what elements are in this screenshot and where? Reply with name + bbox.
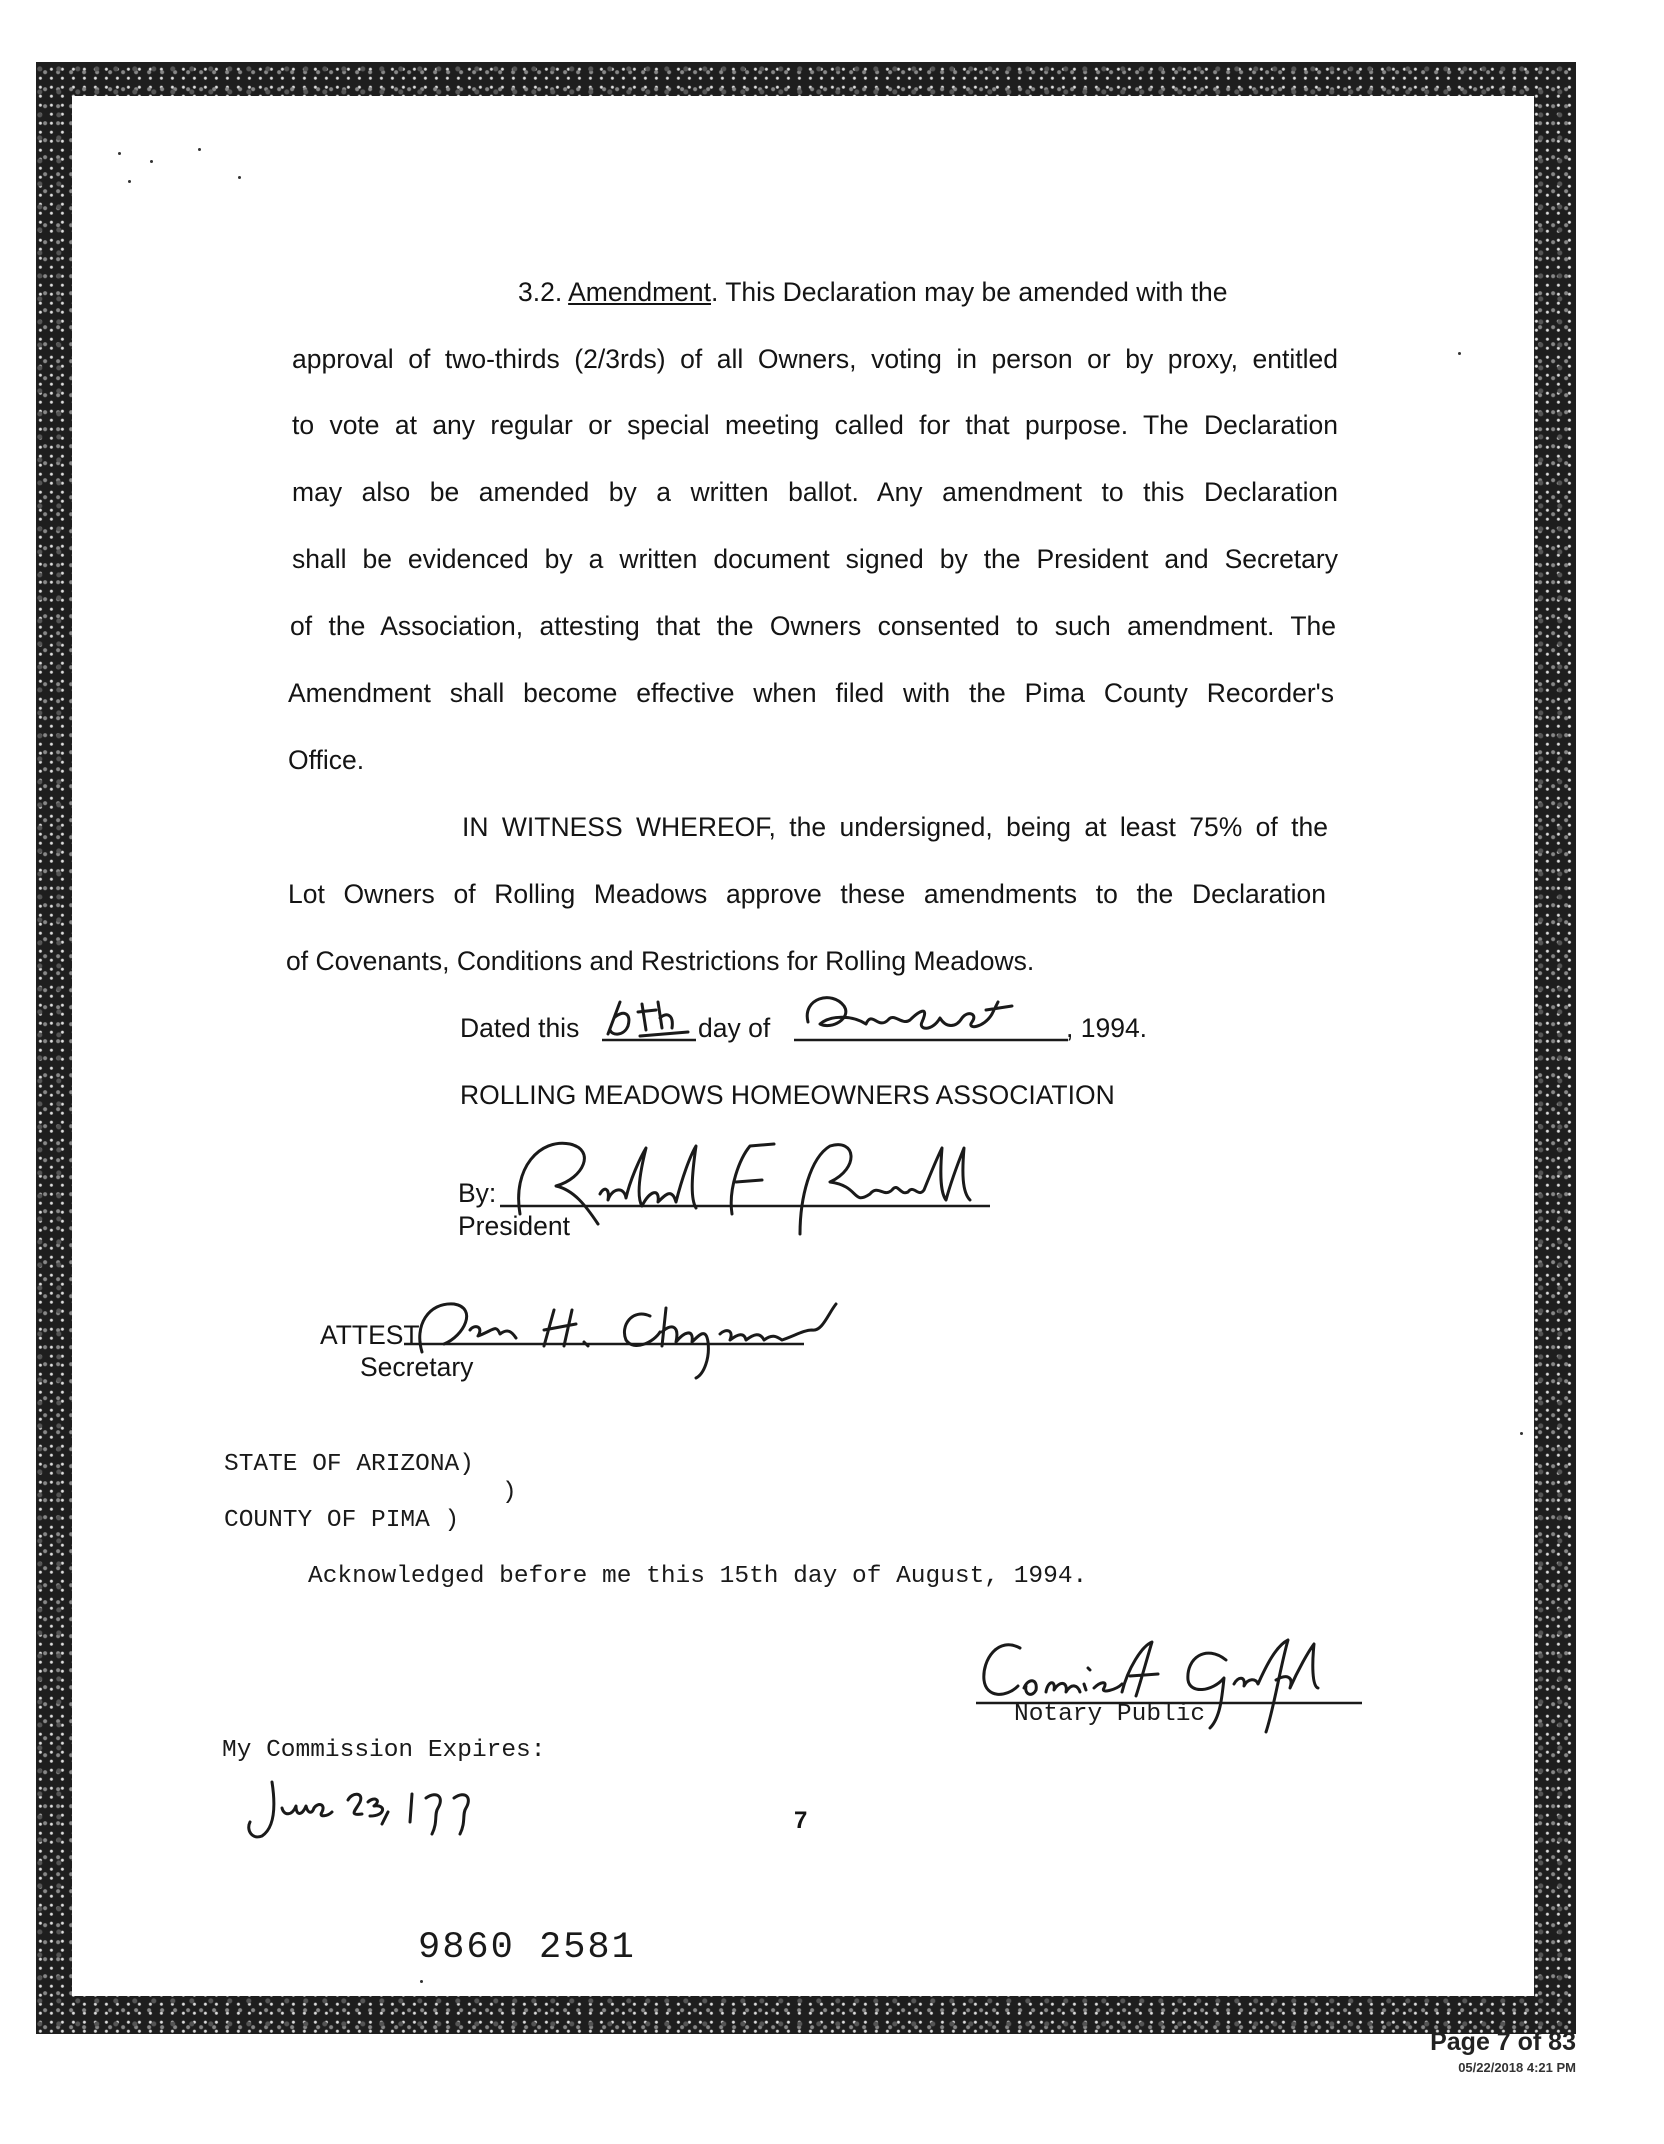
print-timestamp: 05/22/2018 4:21 PM [1458, 2060, 1576, 2075]
page-number: 7 [794, 1807, 808, 1834]
by-label: By: [458, 1178, 497, 1208]
attest-label: ATTEST: [320, 1320, 425, 1350]
scan-speck [198, 148, 201, 151]
scan-speck [420, 1980, 423, 1983]
dated-day-handwriting [598, 990, 698, 1050]
commission-label: My Commission Expires: [222, 1737, 546, 1764]
section-number: 3.2. [518, 277, 563, 307]
president-label: President [458, 1211, 570, 1241]
dated-day-label: day of [698, 1013, 771, 1043]
acknowledgement-line: Acknowledged before me this 15th day of August, 1994. [308, 1563, 1088, 1590]
para1-line-7: Amendment shall become effective when filed with the Pima County Recorder's [288, 678, 1334, 708]
commission-date-handwriting [236, 1768, 516, 1848]
scan-speck [118, 152, 121, 155]
section-title: Amendment [568, 277, 711, 307]
venue-paren: ) [502, 1479, 517, 1506]
dated-prefix: Dated this [460, 1013, 580, 1043]
page-count-label: Page 7 of 83 [1430, 2028, 1576, 2056]
para1-line-3: to vote at any regular or special meeting called for that purpose. The Declaration [292, 410, 1338, 440]
para1-line-2: approval of two-thirds (2/3rds) of all Owners, voting in person or by proxy, entitled [292, 344, 1338, 374]
dated-month-handwriting [792, 984, 1072, 1052]
secretary-signature [404, 1286, 894, 1386]
scan-speck [1458, 352, 1461, 355]
scan-speck [128, 180, 131, 183]
state-line: STATE OF ARIZONA) [224, 1451, 474, 1478]
notary-public-label: Notary Public [1014, 1701, 1206, 1728]
para2-line-2: Lot Owners of Rolling Meadows approve these amendments to the Declaration [288, 879, 1326, 909]
para2-line-1: IN WITNESS WHEREOF, the undersigned, being at least 75% of the [462, 812, 1328, 842]
para1-line-8: Office. [288, 745, 365, 775]
para1-line-6: of the Association, attesting that the Owners consented to such amendment. The [290, 611, 1336, 641]
para1-line-5: shall be evidenced by a written document signed by the President and Secretary [292, 544, 1338, 574]
scan-speck [1520, 1432, 1523, 1435]
dated-year: , 1994. [1066, 1013, 1148, 1043]
president-signature [500, 1128, 1000, 1248]
county-line: COUNTY OF PIMA ) [224, 1507, 460, 1534]
para1-line-1: . This Declaration may be amended with the [711, 277, 1228, 307]
association-name: ROLLING MEADOWS HOMEOWNERS ASSOCIATION [460, 1080, 1115, 1110]
para2-line-3: of Covenants, Conditions and Restrictions for Rolling Meadows. [286, 946, 1035, 976]
recording-number: 9860 2581 [418, 1927, 636, 1969]
amendment-first-line [518, 277, 1228, 307]
scan-speck [238, 176, 241, 179]
para1-line-4: may also be amended by a written ballot. Any amendment to this Declaration [292, 477, 1338, 507]
secretary-label: Secretary [360, 1352, 474, 1382]
scan-speck [150, 160, 153, 163]
